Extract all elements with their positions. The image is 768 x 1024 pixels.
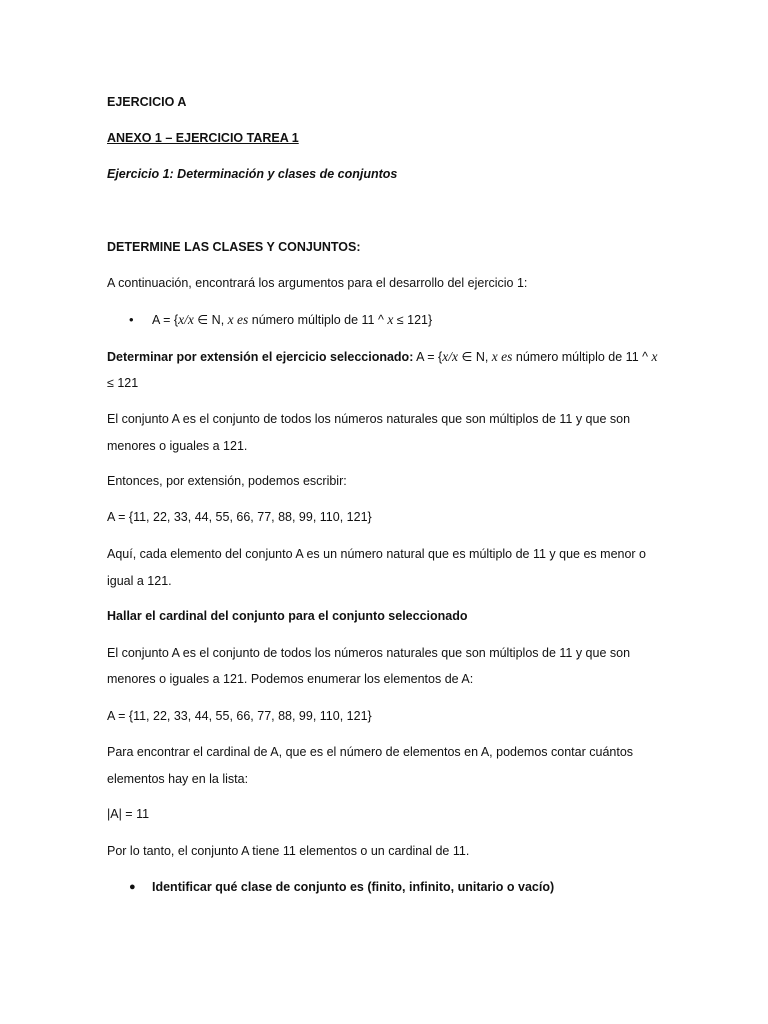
set-definition-math-2: x es	[227, 312, 249, 327]
extension-line-2: ≤ 121	[107, 376, 139, 390]
paragraph-3-line-2: igual a 121.	[107, 574, 172, 588]
paragraph-3-line-1: Aquí, cada elemento del conjunto A es un número natural que es múltiplo de 11 y que es menor o	[107, 547, 647, 561]
classify-set-bullet: Identificar qué clase de conjunto es (finito, infinito, unitario o vacío)	[152, 880, 555, 894]
annex-heading: ANEXO 1 – EJERCICIO TAREA 1	[107, 131, 299, 145]
set-definition-mid-2: número múltiplo de 11 ^	[248, 313, 388, 327]
extension-line-1	[107, 349, 657, 365]
paragraph-5-line-1: Para encontrar el cardinal de A, que es el número de elementos en A, podemos contar cuántos	[107, 745, 634, 759]
paragraph-4-line-2: menores o iguales a 121. Podemos enumerar los elementos de A:	[107, 672, 474, 686]
extension-prefix: A = {	[413, 350, 443, 364]
set-definition-mid-1: ∈ N,	[193, 313, 228, 327]
extension-math-1: x/x	[442, 349, 458, 364]
set-definition-math-3: x	[387, 312, 394, 327]
intro-paragraph: A continuación, encontrará los argumentos para el desarrollo del ejercicio 1:	[107, 276, 528, 290]
extension-mid-2: número múltiplo de 11 ^	[512, 350, 652, 364]
paragraph-5-line-2: elementos hay en la lista:	[107, 772, 249, 786]
set-definition-math-1: x/x	[178, 312, 194, 327]
bullet-icon: •	[129, 312, 134, 327]
set-extension-1: A = {11, 22, 33, 44, 55, 66, 77, 88, 99, 110, 121}	[107, 510, 372, 524]
set-definition-bullet	[152, 312, 432, 328]
cardinal-heading: Hallar el cardinal del conjunto para el conjunto seleccionado	[107, 609, 468, 623]
paragraph-2: Entonces, por extensión, podemos escribir:	[107, 474, 347, 488]
extension-mid-1: ∈ N,	[457, 350, 492, 364]
exercise-heading: Ejercicio 1: Determinación y clases de conjuntos	[107, 167, 398, 181]
paragraph-1-line-2: menores o iguales a 121.	[107, 439, 248, 453]
extension-math-3: x	[651, 349, 658, 364]
set-definition-suffix: ≤ 121}	[393, 313, 433, 327]
paragraph-1-line-1: El conjunto A es el conjunto de todos los números naturales que son múltiplos de 11 y que son	[107, 412, 631, 426]
set-definition-prefix: A = {	[152, 313, 179, 327]
section-heading: DETERMINE LAS CLASES Y CONJUNTOS:	[107, 240, 361, 254]
document-title: EJERCICIO A	[107, 95, 187, 109]
paragraph-4-line-1: El conjunto A es el conjunto de todos los números naturales que son múltiplos de 11 y que son	[107, 646, 631, 660]
set-extension-2: A = {11, 22, 33, 44, 55, 66, 77, 88, 99, 110, 121}	[107, 709, 372, 723]
cardinal-value: |A| = 11	[107, 807, 150, 821]
bullet-icon: ●	[129, 881, 136, 893]
extension-label: Determinar por extensión el ejercicio seleccionado:	[107, 350, 414, 364]
paragraph-6: Por lo tanto, el conjunto A tiene 11 elementos o un cardinal de 11.	[107, 844, 470, 858]
extension-math-2: x es	[491, 349, 513, 364]
